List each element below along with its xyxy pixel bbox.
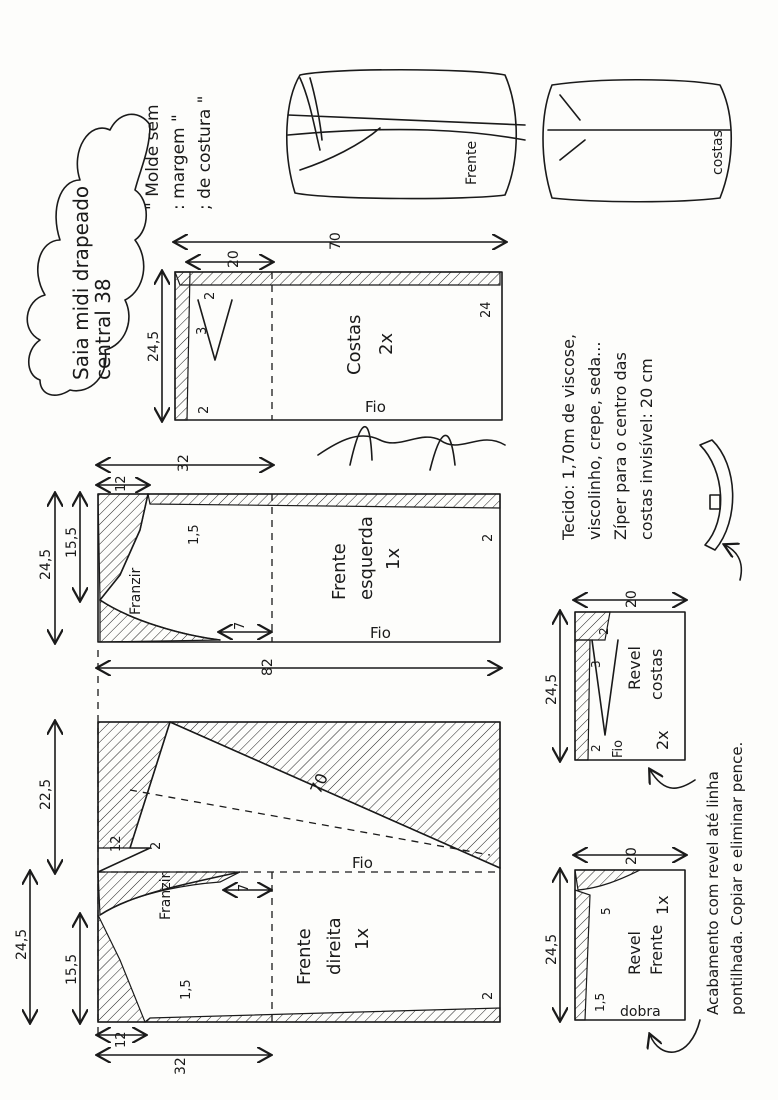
- back-length-label: 70: [328, 232, 344, 250]
- front-right-22-5-label: 22,5: [38, 778, 54, 810]
- mold-note-line-3: ; de costura ": [195, 95, 215, 210]
- front-right-12-top-label: 12: [109, 835, 124, 852]
- front-left-franzir-label: Franzir: [128, 567, 144, 615]
- mold-note-line-2: : margem ": [169, 114, 189, 210]
- back-count-label: 2x: [376, 332, 397, 355]
- back-dart-label: 3: [195, 326, 210, 335]
- front-right-pattern-piece: [14, 722, 500, 1075]
- signature: [318, 427, 505, 470]
- front-left-12-label: 12: [114, 475, 129, 492]
- fabric-line-1: Tecido: 1,70m de viscose,: [559, 333, 578, 540]
- mold-note-line-1: " Molde sem: [143, 104, 163, 210]
- facing-front-5-label: 5: [599, 907, 613, 915]
- front-left-name-line-1: Frente: [329, 543, 350, 600]
- facing-back-grain-label: Fio: [611, 739, 626, 758]
- finish-note-line-1: Acabamento com revel até linha: [704, 771, 722, 1015]
- front-right-32-label: 32: [173, 1057, 189, 1075]
- front-right-2-bottom-label: 2: [481, 991, 496, 1000]
- facing-back-2-top-label: 2: [597, 627, 611, 635]
- front-right-name-line-1: Frente: [294, 928, 315, 985]
- fabric-line-2: viscolinho, crepe, seda...: [585, 341, 604, 540]
- back-pattern-piece: [146, 232, 505, 420]
- facing-back-count: 2x: [653, 730, 672, 750]
- facing-back-3-label: 3: [589, 660, 603, 668]
- front-left-count: 1x: [383, 547, 404, 570]
- title-line-2: central 38: [91, 278, 115, 380]
- front-left-24-5-label: 24,5: [38, 548, 54, 580]
- facing-back-name-line-2: costas: [647, 648, 666, 700]
- skirt-sketch-front: [287, 70, 525, 199]
- front-right-12-bottom-label: 12: [114, 1031, 129, 1048]
- front-left-7-label: 7: [233, 621, 248, 630]
- front-left-2-label: 2: [481, 533, 496, 542]
- facing-back-piece: [544, 590, 685, 760]
- back-waist-label: 20: [226, 250, 242, 268]
- sketch-back-label: costas: [710, 130, 726, 175]
- facing-front-20-label: 20: [624, 847, 640, 865]
- back-24-label: 24: [479, 301, 494, 318]
- fabric-note: [559, 334, 656, 541]
- skirt-sketch-back: [543, 80, 731, 202]
- front-left-pattern-piece: [38, 454, 500, 642]
- front-right-count: 1x: [352, 927, 373, 950]
- front-left-name-line-2: esquerda: [356, 516, 377, 600]
- title-cloud: [27, 114, 150, 395]
- mold-note: [143, 96, 215, 210]
- front-left-outline: [98, 494, 500, 642]
- front-right-70-label: 70: [306, 770, 332, 797]
- facing-front-count: 1x: [653, 895, 672, 915]
- sketch-front-label: Frente: [464, 140, 480, 185]
- facing-front-name-line-1: Revel: [625, 931, 644, 975]
- front-left-1-5-label: 1,5: [187, 524, 202, 545]
- facing-front-24-5-label: 24,5: [544, 933, 560, 965]
- front-right-franzir-label: Franzir: [158, 872, 174, 920]
- fabric-line-3: Zíper para o centro das: [611, 352, 630, 540]
- facing-front-fold-label: dobra: [620, 1004, 661, 1020]
- front-left-15-5-label: 15,5: [64, 526, 80, 558]
- facing-back-name-line-1: Revel: [625, 646, 644, 690]
- zipper-icon: [700, 440, 733, 550]
- back-2-bottom-label: 2: [197, 405, 212, 414]
- front-right-7-label: 7: [237, 883, 252, 892]
- finish-note: [650, 545, 746, 1052]
- facing-back-20-label: 20: [624, 590, 640, 608]
- front-left-grain-label: Fio: [370, 624, 391, 642]
- back-2-top-label: 2: [203, 291, 218, 300]
- front-right-24-5-label: 24,5: [14, 928, 30, 960]
- facing-front-piece: [544, 847, 685, 1020]
- facing-front-1-5-label: 1,5: [593, 992, 607, 1012]
- fabric-line-4: costas invisível: 20 cm: [637, 358, 656, 540]
- facing-back-24-5-label: 24,5: [544, 673, 560, 705]
- front-right-name-line-2: direita: [324, 917, 345, 975]
- front-right-15-5-label: 15,5: [64, 953, 80, 985]
- front-right-1-5-label: 1,5: [179, 979, 194, 1000]
- front-right-2-top-label: 2: [149, 841, 164, 850]
- facing-front-name-line-2: Frente: [647, 924, 666, 975]
- facing-back-2-bottom-label: 2: [589, 744, 603, 752]
- back-outline: [175, 272, 502, 420]
- finish-note-line-2: pontilhada. Copiar e eliminar pence.: [728, 741, 746, 1015]
- front-left-32-label: 32: [176, 454, 192, 472]
- back-grain-label: Fio: [365, 398, 386, 416]
- length-82-label: 82: [260, 658, 276, 676]
- back-hip-depth-label: 24,5: [146, 330, 162, 362]
- title-line-1: Saia midi drapeado: [69, 185, 93, 380]
- front-right-grain-label: Fio: [352, 854, 373, 872]
- back-name-label: Costas: [344, 314, 365, 375]
